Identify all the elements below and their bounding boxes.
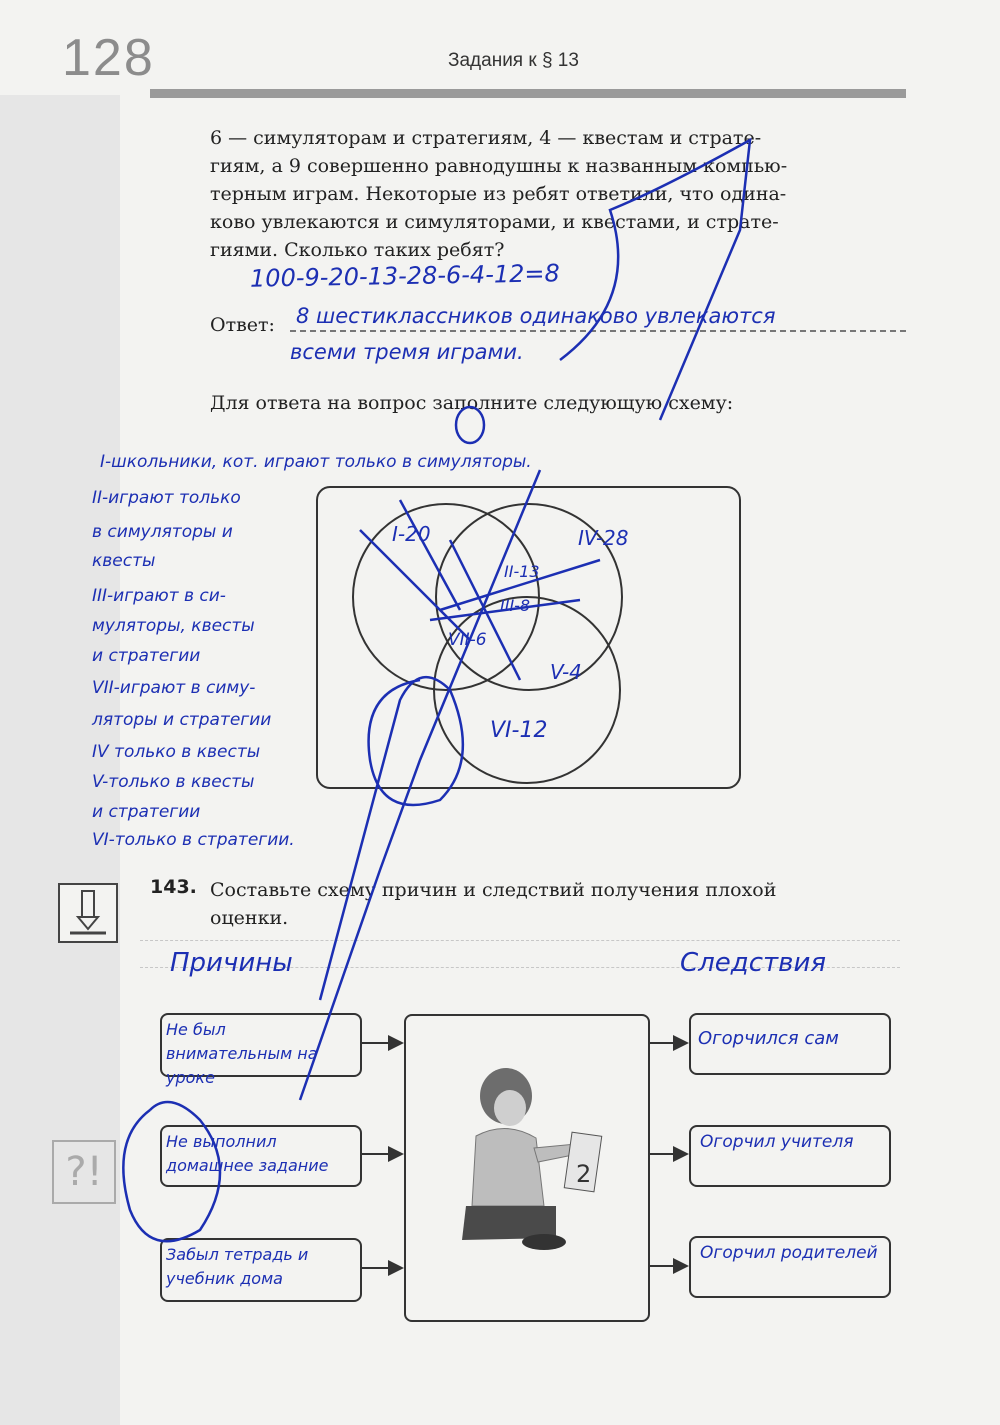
pen-scribble [123,1102,220,1241]
running-head: Задания к § 13 [448,50,579,71]
cause-text-3: Забыл тетрадь и учебник дома [166,1245,309,1288]
pen-scribble [456,407,484,443]
venn-region-5: V-4 [550,660,582,684]
problem-line: гиями. Сколько таких ребят? [210,239,505,261]
legend-line: I-школьники, кот. играют только в симуляторы. [100,452,532,472]
legend-line: III-играют в си- [92,586,226,606]
cause-text-2: Не выполнил домашнее задание [166,1132,329,1175]
handwritten-answer-line-1: 8 шестиклассников одинаково увлекаются [296,304,776,328]
task-line: оценки. [210,907,289,929]
margin-symbol-icon: ?! [52,1140,116,1204]
answer-label: Ответ: [210,314,275,336]
legend-line: VII-играют в симу- [92,678,256,698]
problem-line: гиям, а 9 совершенно равнодушны к названным компью- [210,155,788,177]
pen-scribble [300,470,540,1100]
venn-region-7: VII-6 [448,630,487,650]
venn-region-4: IV-28 [578,526,629,550]
venn-region-3: III-8 [500,596,531,615]
legend-line: и стратегии [92,802,201,822]
legend-line: квесты [92,551,156,571]
venn-region-2: II-13 [504,562,540,581]
problem-line: терным играм. Некоторые из ребят ответили, что одина- [210,183,787,205]
legend-line: ляторы и стратегии [92,710,272,730]
grade-mark: 2 [576,1160,592,1188]
task-number: 143. [150,876,197,898]
effect-text-2: Огорчил учителя [700,1132,854,1152]
pen-scribble [360,500,600,680]
legend-line: в симуляторы и [92,522,233,542]
effect-text-3: Огорчил родителей [700,1243,878,1263]
legend-line: и стратегии [92,646,201,666]
legend-line: II-играют только [92,488,241,508]
legend-line: муляторы, квесты [92,616,255,636]
cause-text-1: Не был внимательным на уроке [166,1020,318,1087]
handwritten-calculation: 100-9-20-13-28-6-4-12=8 [249,259,561,293]
venn-region-6: VI-12 [490,718,548,743]
effects-header: Следствия [680,948,827,978]
effect-text-1: Огорчился сам [698,1028,839,1049]
pen-scribble [560,140,750,420]
venn-region-1: I-20 [392,522,431,546]
task-line: Составьте схему причин и следствий получения плохой [210,879,777,901]
problem-line: ково увлекаются и симуляторами, и квестами, и страте- [210,211,779,233]
handwritten-answer-line-2: всеми тремя играми. [290,340,524,364]
legend-line: IV только в квесты [92,742,261,762]
page-number: 128 [62,29,155,87]
legend-line: VI-только в стратегии. [92,830,295,850]
instruction-text: Для ответа на вопрос заполните следующую схему: [210,392,734,414]
problem-line: 6 — симуляторам и стратегиям, 4 — квестам и страте- [210,127,762,149]
legend-line: V-только в квесты [92,772,255,792]
causes-header: Причины [170,948,293,978]
